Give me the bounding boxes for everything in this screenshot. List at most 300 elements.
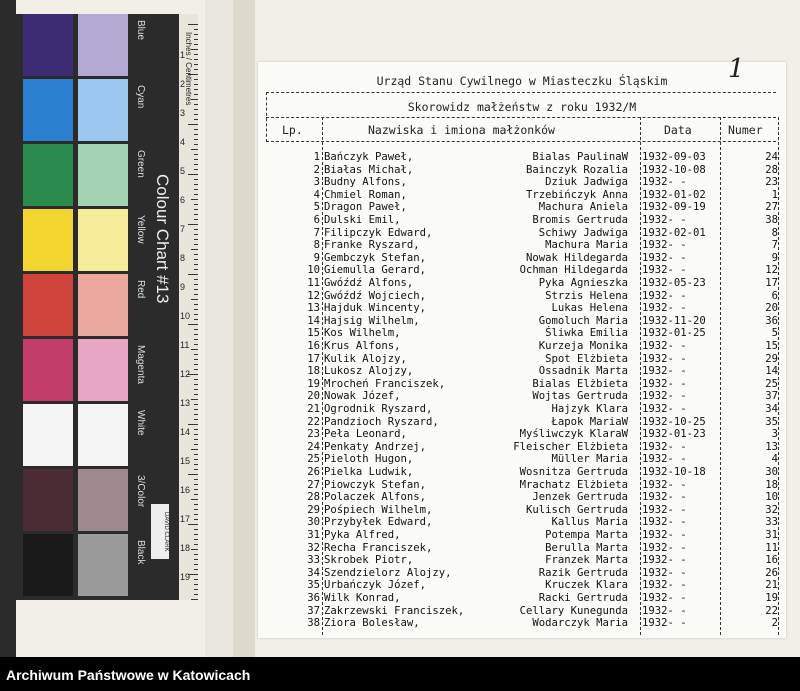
table-row [258, 252, 786, 265]
ruler-tick [194, 519, 198, 520]
row-lp: 30 [307, 516, 320, 529]
swatch-dark [23, 274, 73, 336]
row-wife: Machura Maria [545, 239, 628, 252]
ruler-tick [194, 294, 198, 295]
table-row [258, 529, 786, 542]
swatch-label: Red [135, 280, 146, 299]
row-wife: Bainczyk Rozalia [525, 163, 628, 176]
row-wife: Trzebińczyk Anna [525, 188, 628, 201]
ruler-number: 16 [180, 485, 191, 495]
row-number: 36 [765, 314, 778, 327]
ruler-tick [194, 314, 198, 315]
ruler-tick [194, 584, 198, 585]
table-row [258, 441, 786, 454]
ruler-tick [194, 564, 198, 565]
row-wife: Wodarczyk Maria [532, 617, 628, 630]
row-number: 18 [765, 478, 778, 491]
table-row [258, 605, 786, 618]
row-lp: 27 [307, 478, 320, 491]
ruler-tick [188, 474, 198, 475]
row-date: 1932-10-08 [642, 163, 706, 176]
header-names: Nazwiska i imiona małżonków [368, 123, 555, 137]
ruler-number: 13 [180, 398, 191, 408]
row-date: 1932- - [642, 617, 687, 630]
row-husband: Pieloth Hugon, [324, 453, 414, 466]
row-wife: Machura Aniela [538, 201, 628, 214]
swatch-dark [23, 469, 73, 531]
row-husband: Pośpiech Wilhelm, [324, 503, 433, 516]
swatch-label: Cyan [135, 85, 146, 109]
row-date: 1932-10-25 [642, 415, 706, 428]
row-date: 1932-01-02 [642, 188, 706, 201]
row-number: 30 [765, 466, 778, 478]
row-date: 1932- - [642, 478, 687, 491]
row-date: 1932-11-20 [642, 314, 706, 327]
table-row [258, 554, 786, 567]
row-number: 20 [765, 302, 778, 315]
office-title: Urząd Stanu Cywilnego w Miasteczku Śląskim [376, 74, 668, 88]
row-wife: Ossadnik Marta [538, 365, 628, 378]
row-number: 14 [765, 365, 778, 378]
table-row [258, 176, 786, 189]
ruler-number: 8 [180, 253, 186, 263]
row-date: 1932- - [642, 529, 687, 541]
row-wife: Bialas PaulinaW [532, 151, 628, 163]
row-lp: 13 [307, 302, 320, 315]
row-wife: Hajzyk Klara [551, 403, 628, 415]
ruler-number: 14 [180, 427, 191, 437]
row-husband: Pandzioch Ryszard, [324, 415, 439, 428]
ruler-tick [194, 334, 198, 335]
ruler-tick [194, 304, 198, 305]
ruler-tick [194, 379, 198, 380]
row-date: 1932- - [642, 503, 687, 516]
ruler-tick [188, 174, 198, 175]
ruler-tick [191, 349, 198, 350]
row-husband: Szendzielorz Alojzy, [324, 566, 452, 579]
ruler-tick [194, 139, 198, 140]
row-number: 25 [765, 377, 778, 390]
row-number: 32 [765, 503, 778, 516]
row-lp: 28 [307, 491, 320, 504]
ruler-tick [194, 109, 198, 110]
ruler-tick [188, 124, 198, 125]
row-wife: Dziuk Jadwiga [545, 176, 628, 189]
table-row [258, 227, 786, 240]
ruler-tick [194, 39, 198, 40]
row-number: 1 [771, 188, 778, 201]
table-row [258, 567, 786, 580]
ruler-tick [191, 499, 198, 500]
row-husband: Urbańczyk Józef, [324, 579, 427, 592]
ruler-tick [194, 164, 198, 165]
row-husband: Kulik Alojzy, [324, 352, 407, 365]
row-number: 3 [771, 428, 778, 441]
ruler-tick [194, 329, 198, 330]
row-number: 7 [771, 239, 778, 252]
swatch-dark [23, 534, 73, 596]
row-number: 29 [765, 352, 778, 365]
divider-line [266, 141, 776, 142]
column-divider [266, 92, 267, 142]
swatch-label: Magenta [135, 345, 146, 384]
row-lp: 20 [307, 390, 320, 403]
row-husband: Chmiel Roman, [324, 188, 407, 201]
row-husband: Giemulla Gerard, [324, 264, 427, 277]
ruler-tick [194, 384, 198, 385]
row-wife: Nowak Hildegarda [525, 251, 628, 264]
ruler-tick [194, 464, 198, 465]
register-page [258, 54, 786, 638]
row-wife: Müller Maria [551, 453, 628, 466]
row-date: 1932- - [642, 264, 687, 277]
row-husband: Krus Alfons, [324, 340, 401, 352]
table-row [258, 428, 786, 441]
row-number: 37 [765, 390, 778, 403]
ruler-tick [194, 209, 198, 210]
swatch-label: Yellow [135, 215, 146, 244]
row-wife: Lukas Helena [551, 302, 628, 315]
row-husband: Piowczyk Stefan, [324, 478, 427, 491]
row-husband: Zakrzewski Franciszek, [324, 604, 465, 617]
row-husband: Hajsig Wilhelm, [324, 314, 420, 327]
row-lp: 3 [313, 176, 320, 189]
ruler-tick [194, 234, 198, 235]
row-husband: Dragon Paweł, [324, 201, 407, 214]
ruler-tick [194, 184, 198, 185]
row-wife: Franzek Marta [545, 554, 628, 567]
ruler-tick [194, 504, 198, 505]
swatch-dark [23, 14, 73, 76]
ruler-tick [194, 309, 198, 310]
ruler-tick [194, 554, 198, 555]
row-wife: Wosnitza Gertruda [519, 466, 628, 478]
ruler-tick [194, 159, 198, 160]
colour-chart [16, 14, 198, 600]
row-wife: Ochman Hildegarda [519, 264, 628, 277]
row-lp: 19 [307, 377, 320, 390]
ruler-tick [194, 514, 198, 515]
row-wife: Kulisch Gertruda [525, 503, 628, 516]
ruler-tick [194, 34, 198, 35]
ruler-tick [191, 599, 198, 600]
ruler-tick [191, 199, 198, 200]
ruler-tick [194, 594, 198, 595]
ruler-tick [194, 239, 198, 240]
ruler-tick [194, 444, 198, 445]
row-wife: Racki Gertruda [538, 592, 628, 604]
table-row [258, 239, 786, 252]
divider-line [266, 117, 776, 118]
row-lp: 9 [313, 251, 320, 264]
ruler-tick [194, 369, 198, 370]
row-husband: Lukosz Alojzy, [324, 365, 414, 378]
row-number: 35 [765, 415, 778, 428]
table-row [258, 164, 786, 177]
row-number: 33 [765, 516, 778, 529]
row-wife: Strzis Helena [545, 289, 628, 302]
row-number: 9 [771, 251, 778, 264]
row-date: 1932-01-23 [642, 428, 706, 441]
row-lp: 11 [307, 277, 320, 289]
row-lp: 18 [307, 365, 320, 378]
row-date: 1932- - [642, 302, 687, 315]
ruler-tick [194, 214, 198, 215]
ruler-tick [194, 429, 198, 430]
row-lp: 35 [307, 579, 320, 592]
row-lp: 2 [313, 163, 320, 176]
table-row [258, 201, 786, 214]
left-dark-strip [0, 0, 16, 657]
row-husband: Gwóźdź Alfons, [324, 277, 414, 289]
row-date: 1932- - [642, 390, 687, 403]
row-date: 1932- - [642, 251, 687, 264]
ruler-units-label: Inches / Centimetres [184, 32, 193, 106]
ruler-number: 4 [180, 137, 186, 147]
row-husband: Kos Wilhelm, [324, 327, 401, 340]
row-number: 34 [765, 403, 778, 415]
row-number: 2 [771, 617, 778, 630]
row-husband: Ogrodnik Ryszard, [324, 403, 433, 415]
row-date: 1932- - [642, 592, 687, 604]
table-row [258, 491, 786, 504]
row-wife: Potempa Marta [545, 529, 628, 541]
ruler-tick [194, 559, 198, 560]
row-lp: 29 [307, 503, 320, 516]
row-husband: Polaczek Alfons, [324, 491, 427, 504]
row-wife: Bromis Gertruda [532, 214, 628, 226]
row-wife: Bialas Elżbieta [532, 377, 628, 390]
ruler-tick [194, 259, 198, 260]
row-lp: 17 [307, 352, 320, 365]
row-lp: 8 [313, 239, 320, 252]
row-date: 1932- - [642, 352, 687, 365]
ruler-tick [194, 169, 198, 170]
table-row [258, 479, 786, 492]
ruler-tick [194, 479, 198, 480]
table-row [258, 542, 786, 555]
ruler-number: 10 [180, 311, 191, 321]
ruler-tick [194, 104, 198, 105]
ruler-tick [191, 549, 198, 550]
row-number: 27 [765, 201, 778, 214]
row-lp: 33 [307, 554, 320, 567]
row-number: 8 [771, 226, 778, 239]
ruler-tick [194, 569, 198, 570]
ruler-tick [191, 249, 198, 250]
ruler-tick [194, 204, 198, 205]
ruler-tick [194, 79, 198, 80]
row-husband: Gwóźdź Wojciech, [324, 289, 427, 302]
table-row [258, 151, 786, 164]
ruler-number: 6 [180, 195, 186, 205]
row-number: 28 [765, 163, 778, 176]
row-date: 1932- - [642, 440, 687, 453]
ruler-tick [194, 229, 198, 230]
table-row [258, 340, 786, 353]
page-mark: 1 [728, 54, 745, 84]
table-row [258, 378, 786, 391]
row-husband: Budny Alfons, [324, 176, 407, 189]
row-number: 5 [771, 327, 778, 340]
ruler-tick [188, 274, 198, 275]
row-date: 1932- - [642, 516, 687, 529]
row-date: 1932- - [642, 340, 687, 352]
row-lp: 26 [307, 466, 320, 478]
ruler-tick [194, 89, 198, 90]
ruler-tick [194, 69, 198, 70]
row-number: 19 [765, 592, 778, 604]
table-row [258, 189, 786, 202]
row-lp: 14 [307, 314, 320, 327]
ruler-tick [194, 84, 198, 85]
ruler-tick [194, 534, 198, 535]
ruler-number: 17 [180, 514, 191, 524]
ruler-tick [191, 149, 198, 150]
row-lp: 32 [307, 541, 320, 554]
row-date: 1932- - [642, 604, 687, 617]
row-lp: 1 [313, 151, 320, 163]
row-husband: Hajduk Wincenty, [324, 302, 427, 315]
ruler-tick [194, 394, 198, 395]
row-date: 1932- - [642, 176, 687, 189]
row-number: 13 [765, 440, 778, 453]
swatch-label: White [135, 410, 146, 436]
row-date: 1932- - [642, 214, 687, 226]
ruler-tick [194, 439, 198, 440]
row-wife: Myśliwczyk KlaraW [519, 428, 628, 441]
swatch-dark [23, 144, 73, 206]
ruler-tick [194, 489, 198, 490]
row-husband: Bańczyk Paweł, [324, 151, 414, 163]
table-row [258, 516, 786, 529]
row-lp: 24 [307, 440, 320, 453]
ruler-tick [194, 114, 198, 115]
row-date: 1932- - [642, 566, 687, 579]
ruler-tick [194, 284, 198, 285]
swatch-label: Blue [135, 20, 146, 41]
row-husband: Białas Michał, [324, 163, 414, 176]
row-lp: 37 [307, 604, 320, 617]
row-number: 31 [765, 529, 778, 541]
ruler-tick [194, 579, 198, 580]
sticker-label: DAVID CLARK [151, 504, 169, 559]
ruler-tick [194, 459, 198, 460]
archive-name: Archiwum Państwowe w Katowicach [6, 667, 251, 683]
table-row [258, 277, 786, 290]
ruler-tick [194, 484, 198, 485]
table-row [258, 617, 786, 630]
ruler-tick [194, 544, 198, 545]
ruler-tick [194, 134, 198, 135]
row-wife: Razik Gertruda [538, 566, 628, 579]
row-husband: Dulski Emil, [324, 214, 401, 226]
row-date: 1932-05-23 [642, 277, 706, 289]
divider-line [266, 92, 776, 93]
row-number: 6 [771, 289, 778, 302]
ruler-tick [194, 179, 198, 180]
row-husband: Pyka Alfred, [324, 529, 401, 541]
row-date: 1932- - [642, 491, 687, 504]
ruler-number: 2 [180, 79, 186, 89]
table-row [258, 264, 786, 277]
ruler-tick [194, 29, 198, 30]
header-date: Data [664, 123, 692, 137]
table-row [258, 504, 786, 517]
ruler-number: 11 [180, 340, 190, 350]
table-row [258, 416, 786, 429]
ruler-tick [194, 389, 198, 390]
row-wife: Jenzek Gertruda [532, 491, 628, 504]
row-date: 1932- - [642, 541, 687, 554]
ruler-tick [194, 279, 198, 280]
row-wife: Spot Elżbieta [545, 352, 628, 365]
ruler-tick [194, 44, 198, 45]
row-date: 1932-09-19 [642, 201, 706, 214]
ruler-tick [194, 494, 198, 495]
row-husband: Pielka Ludwik, [324, 466, 414, 478]
row-wife: Pyka Agnieszka [538, 277, 628, 289]
row-husband: Recha Franciszek, [324, 541, 433, 554]
ruler-tick [194, 339, 198, 340]
swatch-dark [23, 339, 73, 401]
row-number: 10 [765, 491, 778, 504]
table-row [258, 466, 786, 479]
ruler-tick [194, 129, 198, 130]
row-number: 24 [765, 151, 778, 163]
row-lp: 34 [307, 566, 320, 579]
table-row [258, 403, 786, 416]
row-number: 17 [765, 277, 778, 289]
ruler-tick [194, 194, 198, 195]
row-husband: Filipczyk Edward, [324, 226, 433, 239]
table-row [258, 579, 786, 592]
row-number: 23 [765, 176, 778, 189]
ruler-tick [194, 94, 198, 95]
ruler-tick [194, 289, 198, 290]
row-husband: Ziora Bolesław, [324, 617, 420, 630]
row-wife: Kallus Maria [551, 516, 628, 529]
row-lp: 25 [307, 453, 320, 466]
table-row [258, 302, 786, 315]
colour-chart-title: Colour Chart #13 [153, 174, 172, 304]
row-husband: Nowak Józef, [324, 390, 401, 403]
row-husband: Przybyłek Edward, [324, 516, 433, 529]
row-number: 4 [771, 453, 778, 466]
ruler-tick [188, 224, 198, 225]
ruler-tick [188, 24, 198, 25]
row-date: 1932- - [642, 554, 687, 567]
row-date: 1932- - [642, 365, 687, 378]
ruler-number: 3 [180, 108, 186, 118]
row-date: 1932- - [642, 377, 687, 390]
ruler-tick [191, 399, 198, 400]
ruler-tick [194, 319, 198, 320]
ruler-tick [194, 54, 198, 55]
ruler-tick [194, 354, 198, 355]
ruler-tick [194, 144, 198, 145]
row-number: 21 [765, 579, 778, 592]
row-wife: Cellary Kunegunda [519, 604, 628, 617]
row-lp: 7 [313, 226, 320, 239]
swatch-dark [23, 209, 73, 271]
table-row [258, 365, 786, 378]
ruler-tick [194, 409, 198, 410]
row-wife: Kurzeja Monika [538, 340, 628, 352]
ruler-number: 19 [180, 572, 191, 582]
ruler-number: 15 [180, 456, 191, 466]
row-lp: 6 [313, 214, 320, 226]
